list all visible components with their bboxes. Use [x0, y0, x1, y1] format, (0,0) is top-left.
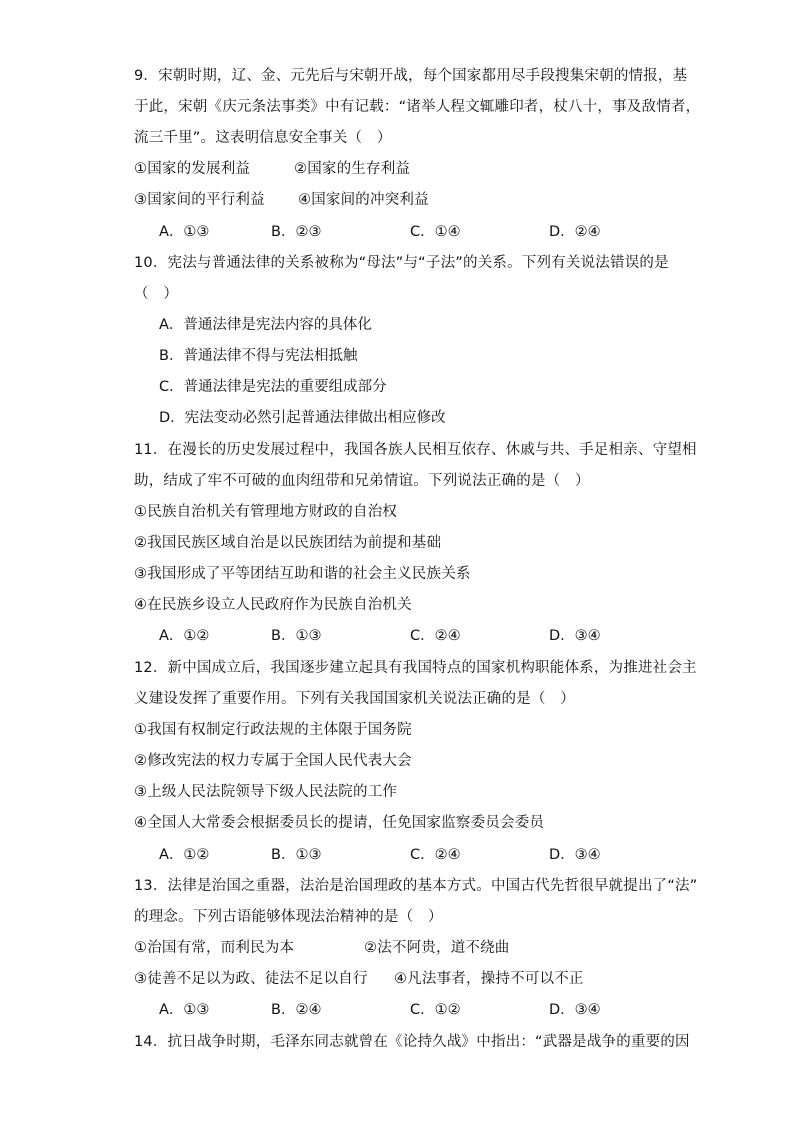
q9-statement-4: ④国家间的冲突利益: [298, 192, 429, 208]
q9-option-b[interactable]: B．②③: [271, 224, 322, 240]
q9-option-d[interactable]: D．②④: [549, 224, 601, 240]
q13-option-c[interactable]: C．①②: [410, 1002, 461, 1018]
q11-option-c[interactable]: C．②④: [410, 628, 461, 644]
q12-statement-4: ④全国人大常委会根据委员长的提请，任免国家监察委员会委员: [134, 815, 545, 831]
q14-stem-line-1: 14．抗日战争时期，毛泽东同志就曾在《论持久战》中指出：“武器是战争的重要的因: [134, 1034, 690, 1050]
q13-statement-3: ③徒善不足以为政、徒法不足以自行: [134, 971, 368, 987]
q11-statement-2: ②我国民族区域自治是以民族团结为前提和基础: [134, 535, 442, 551]
q10-option-d[interactable]: D．宪法变动必然引起普通法律做出相应修改: [159, 410, 446, 426]
q12-stem-line-2: 义建设发挥了重要作用。下列有关我国国家机关说法正确的是（ ）: [134, 691, 575, 707]
q12-statement-2: ②修改宪法的权力专属于全国人民代表大会: [134, 753, 412, 769]
q13-statement-4: ④凡法事者，操持不可以不正: [394, 971, 584, 987]
q11-stem-line-1: 11．在漫长的历史发展过程中，我国各族人民相互依存、休戚与共、手足相亲、守望相: [134, 442, 697, 458]
q11-statement-1: ①民族自治机关有管理地方财政的自治权: [134, 504, 398, 520]
q10-option-a[interactable]: A．普通法律是宪法内容的具体化: [159, 317, 372, 333]
q12-stem-line-1: 12．新中国成立后，我国逐步建立起具有我国特点的国家机构职能体系，为推进社会主: [134, 660, 697, 676]
q11-option-a[interactable]: A．①②: [159, 628, 210, 644]
q11-option-b[interactable]: B．①③: [271, 628, 322, 644]
q13-stem-line-2: 的理念。下列古语能够体现法治精神的是（ ）: [134, 909, 443, 925]
q9-stem-line-3: 流三千里”。这表明信息安全事关（ ）: [134, 130, 392, 146]
q9-statement-2: ②国家的生存利益: [294, 161, 411, 177]
q12-option-c[interactable]: C．②④: [410, 847, 461, 863]
q12-statement-3: ③上级人民法院领导下级人民法院的工作: [134, 784, 398, 800]
q13-statement-2: ②法不阿贵，道不绕曲: [364, 940, 510, 956]
q9-option-a[interactable]: A．①③: [159, 224, 210, 240]
q11-stem-line-2: 助，结成了牢不可破的血肉纽带和兄弟情谊。下列说法正确的是（ ）: [134, 473, 590, 489]
q10-option-c[interactable]: C．普通法律是宪法的重要组成部分: [159, 379, 387, 395]
q9-statement-3: ③国家间的平行利益: [134, 192, 265, 208]
q12-option-b[interactable]: B．①③: [271, 847, 322, 863]
q12-option-a[interactable]: A．①②: [159, 847, 210, 863]
q13-option-b[interactable]: B．②④: [271, 1002, 322, 1018]
q11-option-d[interactable]: D．③④: [549, 628, 601, 644]
q13-option-a[interactable]: A．①③: [159, 1002, 210, 1018]
q11-statement-3: ③我国形成了平等团结互助和谐的社会主义民族关系: [134, 566, 471, 582]
q12-option-d[interactable]: D．③④: [549, 847, 601, 863]
q9-statement-1: ①国家的发展利益: [134, 161, 251, 177]
q9-stem-line-1: 9．宋朝时期，辽、金、元先后与宋朝开战，每个国家都用尽手段搜集宋朝的情报，基: [134, 68, 688, 84]
q10-stem-line-2: （ ）: [134, 286, 179, 302]
q11-statement-4: ④在民族乡设立人民政府作为民族自治机关: [134, 597, 412, 613]
q12-statement-1: ①我国有权制定行政法规的主体限于国务院: [134, 722, 412, 738]
q9-option-c[interactable]: C．①④: [410, 224, 461, 240]
q9-stem-line-2: 于此，宋朝《庆元条法事类》中有记载：“诸举人程文辄雕印者，杖八十，事及敌情者，: [134, 99, 701, 115]
q10-option-b[interactable]: B．普通法律不得与宪法相抵触: [159, 348, 358, 364]
q13-statement-1: ①治国有常，而利民为本: [134, 940, 295, 956]
q10-stem-line-1: 10．宪法与普通法律的关系被称为“母法”与“子法”的关系。下列有关说法错误的是: [134, 255, 669, 271]
q13-option-d[interactable]: D．③④: [549, 1002, 601, 1018]
q13-stem-line-1: 13．法律是治国之重器，法治是治国理政的基本方式。中国古代先哲很早就提出了“法”: [134, 878, 698, 894]
